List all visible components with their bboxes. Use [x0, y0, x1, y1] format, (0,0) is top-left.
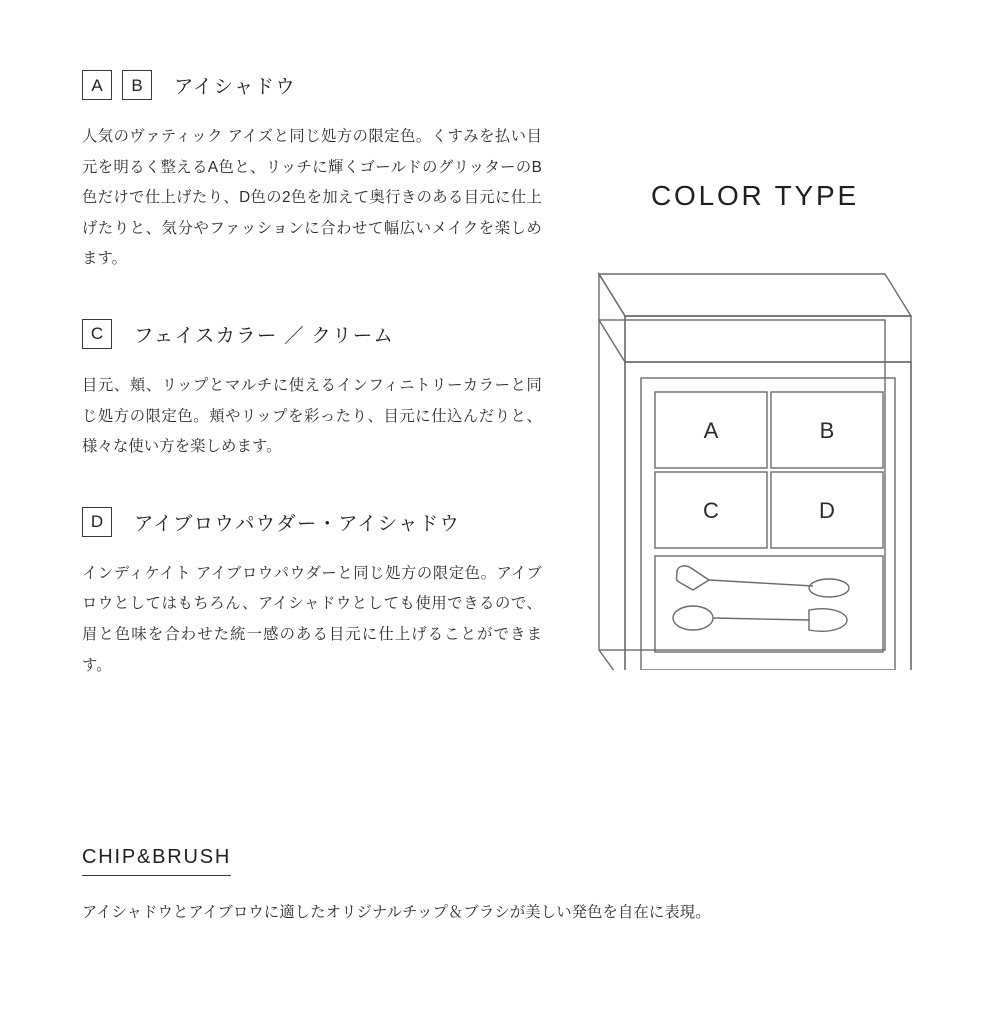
chip-tip — [809, 579, 849, 597]
chip-and-brush-text: アイシャドウとアイブロウに適したオリジナルチップ＆ブラシが美しい発色を自在に表現。 — [82, 904, 711, 921]
palette-body-front — [625, 362, 911, 670]
brush-head — [673, 606, 713, 630]
palette-body-back — [599, 320, 885, 650]
pan-label-c: C — [703, 498, 719, 523]
chip-and-brush-block — [82, 846, 902, 927]
section-body: 人気のヴァティック アイズと同じ処方の限定色。くすみを払い目元を明るく整えるA色と、リッチに輝くゴールドのグリッターのB色だけで仕上げたり、D色の2色を加えて奥行きのある目元に仕上げたりと、気分やファッションに合わせて幅広いメイクを楽しめます。 — [82, 128, 542, 268]
letter-badge-c: C — [82, 319, 112, 349]
section-eyeshadow — [82, 70, 542, 275]
section-face-color — [82, 319, 542, 463]
palette-lid — [599, 274, 911, 316]
palette-illustration-wrap — [575, 250, 935, 670]
pan-label-b: B — [819, 418, 835, 443]
color-type-column — [575, 180, 935, 670]
palette-lid-front — [625, 316, 911, 362]
section-title: フェイスカラー ／ クリーム — [134, 324, 395, 347]
description-column — [82, 70, 542, 725]
section-title: アイブロウパウダー・アイシャドウ — [134, 512, 461, 535]
applicator-well — [655, 556, 883, 652]
section-eyebrow-powder — [82, 507, 542, 681]
brush-handle — [713, 618, 809, 620]
brush-tip — [809, 609, 847, 632]
chip-icon — [677, 566, 710, 590]
color-type-title: COLOR TYPE — [651, 180, 859, 211]
section-header — [82, 319, 542, 349]
section-body: インディケイト アイブロウパウダーと同じ処方の限定色。アイブロウとしてはもちろん、アイシャドウとしても使用できるので、眉と色味を合わせた統一感のある目元に仕上げることができます。 — [82, 564, 542, 674]
letter-badge-b: B — [122, 70, 152, 100]
chip-handle — [709, 580, 813, 586]
palette-lid-side — [599, 274, 625, 362]
section-body: 目元、頬、リップとマルチに使えるインフィニトリーカラーと同じ処方の限定色。頬やリップを彩ったり、目元に仕込んだりと、様々な使い方を楽しめます。 — [82, 376, 542, 456]
palette-body-outline — [599, 362, 911, 670]
section-title: アイシャドウ — [174, 76, 296, 98]
letter-badge-a: A — [82, 70, 112, 100]
section-header — [82, 507, 542, 537]
palette-illustration — [585, 250, 925, 670]
pan-label-a: A — [703, 418, 719, 443]
letter-badge-d: D — [82, 507, 112, 537]
chip-and-brush-title: CHIP&BRUSH — [82, 846, 231, 876]
pan-label-d: D — [819, 498, 835, 523]
section-header — [82, 70, 542, 100]
